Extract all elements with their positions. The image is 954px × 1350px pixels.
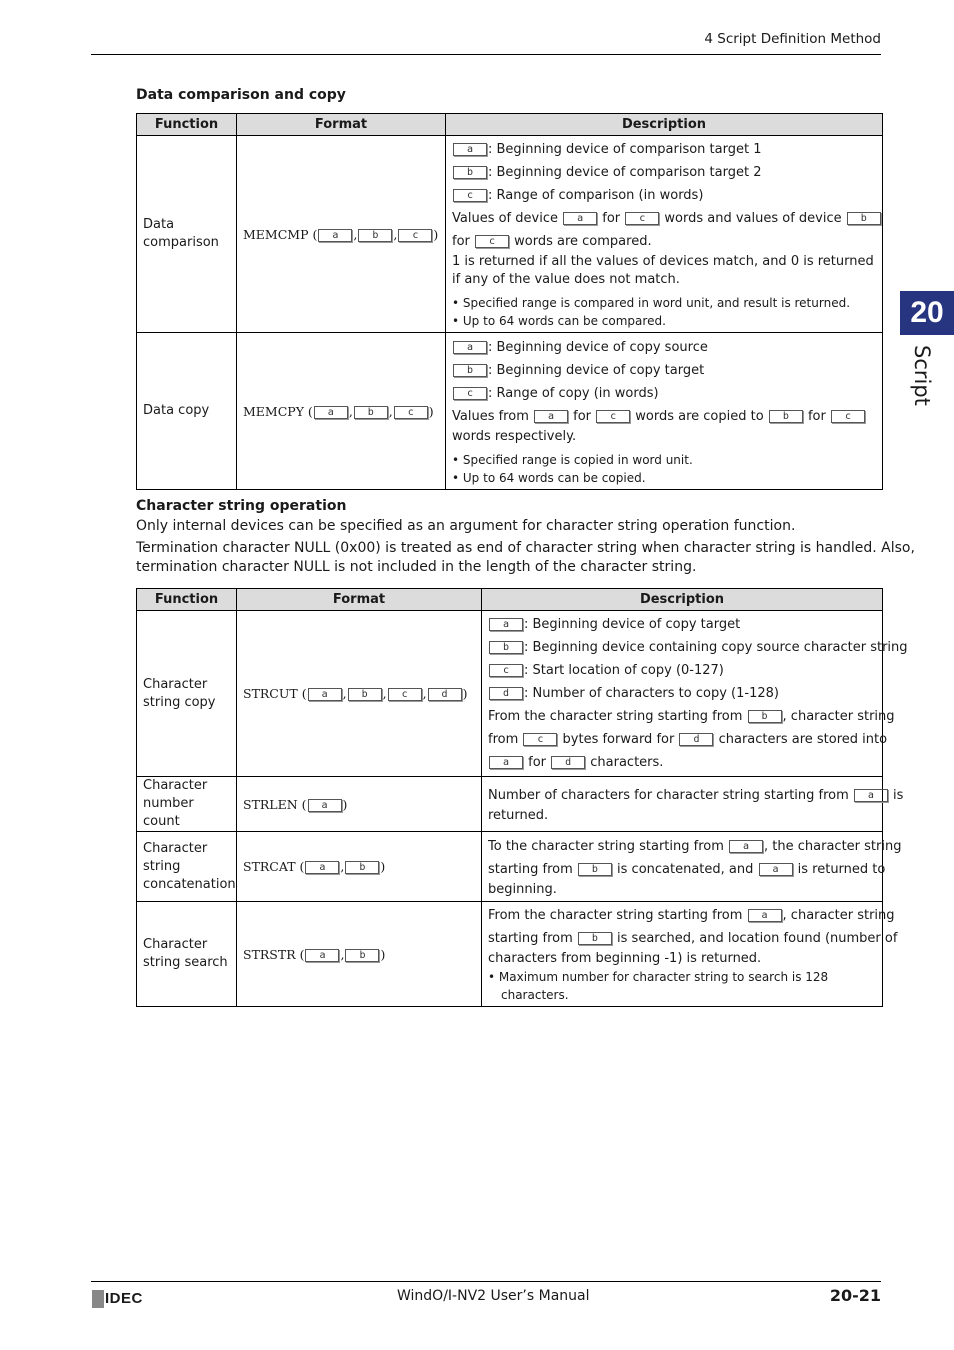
definition-text: : Range of copy (in words)	[488, 385, 659, 401]
argument-box-d: d	[551, 756, 585, 769]
argument-separator: ,	[342, 686, 347, 701]
definition-text: : Start location of copy (0-127)	[524, 663, 724, 678]
function-keyword: STRLEN (	[243, 796, 307, 812]
argument-box-a: a	[563, 212, 597, 225]
definition-text: : Beginning device of copy source	[488, 339, 708, 355]
argument-box-b: b	[578, 863, 612, 876]
argument-box-a: a	[305, 949, 339, 962]
format-cell	[237, 611, 482, 777]
description-line	[488, 858, 886, 881]
argument-box-b: b	[453, 166, 487, 179]
definition-text: : Beginning device of copy target	[488, 362, 705, 378]
definition-text: : Range of comparison (in words)	[488, 188, 704, 203]
description-text: from	[488, 732, 523, 747]
argument-definition	[488, 613, 876, 636]
format-cell	[237, 777, 482, 832]
argument-definition	[452, 138, 876, 161]
section-title-string-operation: Character string operation	[136, 498, 347, 514]
argument-box-a: a	[305, 861, 339, 874]
description-line: characters from beginning -1) is returned.	[488, 951, 762, 966]
description-text: for	[803, 408, 830, 424]
table-row	[137, 777, 883, 832]
argument-box-b: b	[769, 410, 803, 423]
argument-box-c: c	[394, 406, 428, 419]
description-cell	[446, 136, 883, 333]
idec-logo	[92, 1290, 148, 1308]
argument-box-a: a	[489, 618, 523, 631]
description-line	[452, 230, 876, 253]
column-header-description: Description	[446, 114, 883, 136]
description-text: is searched, and location found (number of	[612, 931, 898, 946]
description-line	[488, 927, 898, 950]
description-paragraph: words respectively.	[452, 428, 577, 444]
description-cell	[446, 333, 883, 490]
argument-box-a: a	[729, 840, 763, 853]
closing-paren: )	[462, 686, 468, 701]
description-text: , character string	[782, 908, 895, 923]
chapter-tab[interactable]: 20	[900, 291, 954, 335]
table-row	[137, 902, 883, 1007]
column-header-format: Format	[237, 114, 446, 136]
description-text: starting from	[488, 931, 577, 946]
function-keyword: MEMCMP (	[243, 226, 318, 242]
argument-box-a: a	[854, 789, 888, 802]
argument-box-d: d	[679, 733, 713, 746]
column-header-format: Format	[237, 589, 482, 611]
argument-separator: ,	[348, 403, 353, 419]
description-text: To the character string starting from	[488, 838, 729, 854]
description-cell	[482, 611, 908, 777]
description-text: From the character string starting from	[488, 908, 747, 923]
description-text: Values of device	[452, 211, 563, 226]
argument-definition	[452, 161, 876, 184]
description-text: , the character string	[764, 838, 902, 854]
table-row	[137, 832, 883, 902]
argument-box-c: c	[831, 410, 865, 423]
description-text: characters are stored into	[714, 732, 888, 747]
argument-box-c: c	[398, 229, 432, 242]
description-line	[488, 784, 904, 807]
argument-box-a: a	[453, 143, 487, 156]
manual-title: WindO/I-NV2 User’s Manual	[397, 1288, 590, 1304]
string-operation-table	[136, 588, 908, 1007]
header-rule	[91, 54, 881, 55]
description-line	[488, 751, 876, 774]
argument-box-b: b	[348, 688, 382, 701]
argument-box-a: a	[534, 410, 568, 423]
description-text: is	[888, 787, 904, 803]
definition-text: : Beginning device of comparison target 2	[488, 165, 762, 180]
argument-separator: ,	[340, 946, 345, 962]
bullet-note: • Specified range is copied in word unit.	[452, 452, 693, 467]
description-text: Values from	[452, 408, 533, 424]
argument-box-a: a	[759, 863, 793, 876]
argument-definition	[488, 659, 876, 682]
description-line	[488, 904, 895, 927]
description-text: words and values of device	[660, 211, 846, 226]
argument-separator: ,	[353, 226, 358, 242]
argument-definition	[488, 636, 908, 659]
function-keyword: MEMCPY (	[243, 403, 313, 419]
argument-box-c: c	[453, 189, 487, 202]
description-cell	[482, 902, 898, 1007]
argument-box-d: d	[428, 688, 462, 701]
argument-box-b: b	[748, 710, 782, 723]
argument-box-c: c	[388, 688, 422, 701]
description-text: starting from	[488, 861, 577, 877]
argument-definition	[488, 682, 876, 705]
argument-box-b: b	[358, 229, 392, 242]
format-cell	[237, 832, 482, 902]
argument-box-b: b	[345, 861, 379, 874]
bullet-note: • Up to 64 words can be compared.	[452, 314, 666, 328]
description-text: for	[598, 211, 625, 226]
description-line: beginning.	[488, 881, 557, 897]
closing-paren: )	[342, 796, 348, 812]
argument-separator: ,	[388, 403, 393, 419]
argument-box-b: b	[354, 406, 388, 419]
bullet-note: • Up to 64 words can be copied.	[452, 470, 646, 485]
argument-box-c: c	[453, 387, 487, 400]
chapter-label-text: Script	[910, 345, 934, 406]
closing-paren: )	[380, 859, 386, 874]
argument-box-a: a	[308, 799, 342, 812]
section-title-comparison: Data comparison and copy	[136, 87, 346, 103]
argument-box-b: b	[578, 932, 612, 945]
comparison-table	[136, 113, 883, 490]
format-cell	[237, 333, 446, 490]
description-text: characters.	[586, 755, 664, 770]
description-text: , character string	[782, 709, 895, 724]
description-text: for	[524, 755, 551, 770]
definition-text: : Beginning device containing copy source character string	[524, 640, 908, 655]
argument-box-a: a	[314, 406, 348, 419]
function-name-cell: Data comparison	[137, 136, 237, 333]
argument-separator: ,	[422, 686, 427, 701]
argument-definition	[452, 382, 876, 405]
description-text: words are copied to	[631, 408, 768, 424]
argument-box-b: b	[847, 212, 881, 225]
running-header: 4 Script Definition Method	[704, 31, 881, 47]
definition-text: : Beginning device of copy target	[524, 617, 741, 632]
description-text: is returned to	[793, 861, 886, 877]
null-note-line-1: Termination character NULL (0x00) is treated as end of character string when character string is handled. Also,	[136, 540, 915, 556]
logo-text: IDEC	[105, 1290, 143, 1307]
description-text: bytes forward for	[558, 732, 679, 747]
function-name-cell: Character number count	[137, 777, 237, 832]
argument-box-c: c	[489, 664, 523, 677]
argument-box-a: a	[308, 688, 342, 701]
table-row	[137, 611, 883, 777]
argument-separator: ,	[382, 686, 387, 701]
function-name-cell: Character string concatenation	[137, 832, 237, 902]
description-text: for	[452, 234, 475, 249]
description-text: is concatenated, and	[612, 861, 758, 877]
argument-box-b: b	[345, 949, 379, 962]
function-name-cell: Character string copy	[137, 611, 237, 777]
argument-box-c: c	[523, 733, 557, 746]
closing-paren: )	[428, 403, 434, 419]
column-header-function: Function	[137, 589, 237, 611]
description-text: From the character string starting from	[488, 709, 747, 724]
argument-box-a: a	[748, 909, 782, 922]
function-keyword: STRCUT (	[243, 686, 307, 701]
description-cell	[482, 832, 902, 902]
argument-box-b: b	[489, 641, 523, 654]
description-cell	[482, 777, 904, 832]
format-cell	[237, 136, 446, 333]
description-line	[488, 705, 895, 728]
description-line	[452, 207, 876, 230]
description-paragraph: 1 is returned if all the values of devices match, and 0 is returned if any of the value does not match.	[452, 254, 874, 287]
footer-rule	[91, 1281, 881, 1282]
closing-paren: )	[380, 946, 386, 962]
function-name-cell: Character string search	[137, 902, 237, 1007]
table-row	[137, 333, 883, 490]
description-text: Number of characters for character string starting from	[488, 787, 853, 803]
closing-paren: )	[433, 226, 439, 242]
description-line: returned.	[488, 807, 549, 823]
argument-definition	[452, 336, 876, 359]
argument-box-c: c	[475, 235, 509, 248]
argument-box-d: d	[489, 687, 523, 700]
description-line	[452, 405, 876, 428]
bullet-note: • Specified range is compared in word unit, and result is returned.	[452, 296, 851, 310]
table-row	[137, 136, 883, 333]
argument-box-c: c	[625, 212, 659, 225]
format-cell	[237, 902, 482, 1007]
function-name-cell: Data copy	[137, 333, 237, 490]
description-text: for	[569, 408, 596, 424]
bullet-note: • Maximum number for character string to search is 128 characters.	[488, 970, 829, 1002]
function-keyword: STRCAT (	[243, 859, 305, 874]
argument-box-c: c	[596, 410, 630, 423]
description-text: words are compared.	[510, 234, 652, 249]
argument-box-a: a	[489, 756, 523, 769]
chapter-label	[906, 345, 946, 405]
intro-paragraph: Only internal devices can be specified as an argument for character string operation function.	[136, 518, 796, 534]
argument-box-b: b	[453, 364, 487, 377]
definition-text: : Number of characters to copy (1-128)	[524, 686, 779, 701]
description-line	[488, 835, 902, 858]
page-number: 20-21	[829, 1286, 881, 1305]
column-header-description: Description	[482, 589, 883, 611]
definition-text: : Beginning device of comparison target 1	[488, 142, 762, 157]
logo-mark-icon	[92, 1290, 104, 1308]
description-line	[488, 728, 888, 751]
argument-separator: ,	[340, 859, 345, 874]
column-header-function: Function	[137, 114, 237, 136]
argument-box-a: a	[453, 341, 487, 354]
argument-box-a: a	[318, 229, 352, 242]
argument-separator: ,	[393, 226, 398, 242]
argument-definition	[452, 359, 876, 382]
argument-definition	[452, 184, 876, 207]
function-keyword: STRSTR (	[243, 946, 305, 962]
null-note-line-2: termination character NULL is not included in the length of the character string.	[136, 559, 697, 575]
